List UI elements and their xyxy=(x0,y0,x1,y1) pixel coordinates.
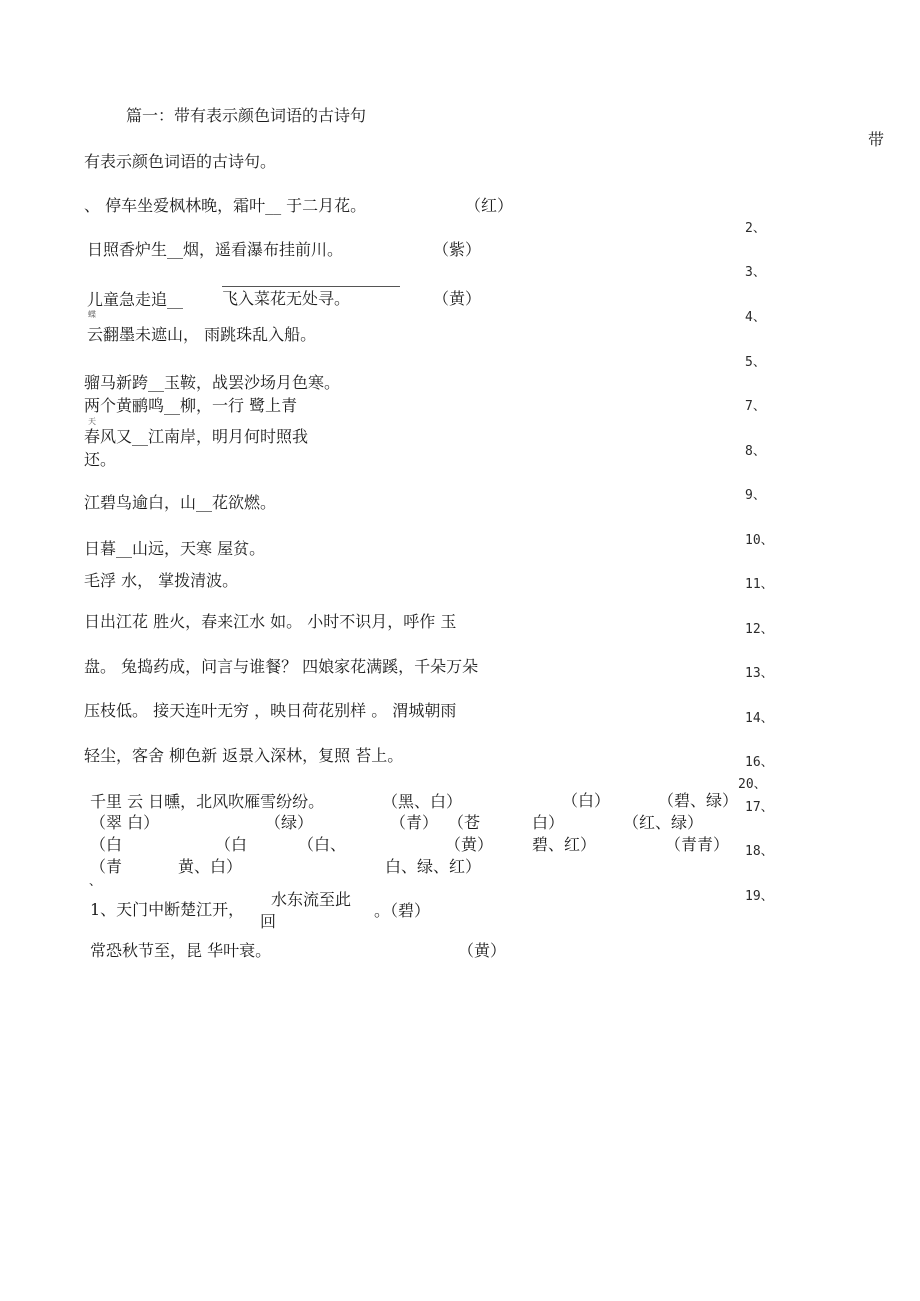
number-label: 14、 xyxy=(745,711,774,726)
poem-line: 盘。 兔捣药成，问言与谁餐？ 四娘家花满蹊，千朵万朵 xyxy=(84,657,479,676)
small-note: 天 xyxy=(88,417,96,426)
poem-line: 、 停车坐爱枫林晚，霜叶__ 于二月花。 xyxy=(84,196,367,215)
answer-label: （白、 xyxy=(298,835,347,854)
poem-line: 江碧鸟逾白，山__花欲燃。 xyxy=(84,493,277,512)
answer-label: 白、绿、红） xyxy=(385,857,482,876)
number-label: 7、 xyxy=(745,399,766,414)
answer-label: （红、绿） xyxy=(623,813,704,832)
answer-label: 黄、白） xyxy=(178,857,243,876)
poem-line: 春风又__江南岸，明月何时照我 xyxy=(84,427,309,446)
number-label: 16、 xyxy=(745,755,774,770)
poem-line: 日照香炉生__烟，遥看瀑布挂前川。 xyxy=(87,240,344,259)
answer-label: （绿） xyxy=(265,813,314,832)
answer-label: （碧、绿） xyxy=(658,791,739,810)
poem-line: 常恐秋节至，昆 华叶衰。 xyxy=(90,941,272,960)
number-label: 9、 xyxy=(745,488,766,503)
answer-label: 白） xyxy=(532,813,565,832)
answer-label: （黄） xyxy=(458,941,507,960)
number-label: 17、 xyxy=(745,800,774,815)
poem-line: 1、天门中断楚江开， xyxy=(90,900,245,919)
poem-line: 儿童急走追__ xyxy=(87,290,184,309)
number-label: 12、 xyxy=(745,622,774,637)
answer-label: （黄） xyxy=(445,835,494,854)
answer-label: （青 xyxy=(90,857,123,876)
number-label: 3、 xyxy=(745,265,766,280)
answer-label: （黑、白） xyxy=(382,792,463,811)
small-note: 蝶 xyxy=(88,310,96,319)
answer-label: （白 xyxy=(90,835,123,854)
number-label: 18、 xyxy=(745,844,774,859)
answer-label: （红） xyxy=(465,196,514,215)
poem-line: 千里 云 日曛，北风吹雁雪纷纷。 xyxy=(90,792,325,811)
number-label: 19、 xyxy=(745,889,774,904)
answer-label: （翠 白） xyxy=(90,813,160,832)
side-character: 带 xyxy=(868,130,885,149)
answer-label: （苍 xyxy=(448,813,481,832)
number-label: 13、 xyxy=(745,666,774,681)
number-label: 8、 xyxy=(745,444,766,459)
poem-line: 回 xyxy=(260,912,277,931)
number-label: 10、 xyxy=(745,533,774,548)
subtitle: 有表示颜色词语的古诗句。 xyxy=(84,152,277,171)
answer-label: （青） xyxy=(390,813,439,832)
answer-label: 。（碧） xyxy=(374,901,431,920)
number-label: 2、 xyxy=(745,221,766,236)
divider-rule xyxy=(222,286,400,287)
number-label: 4、 xyxy=(745,310,766,325)
poem-line: 毛浮 水， 掌拨清波。 xyxy=(84,571,239,590)
poem-line: 骝马新跨__玉鞍，战罢沙场月色寒。 xyxy=(84,373,341,392)
answer-label: 、 xyxy=(89,874,102,888)
poem-line: 日出江花 胜火，春来江水 如。 小时不识月，呼作 玉 xyxy=(84,612,457,631)
number-label: 5、 xyxy=(745,355,766,370)
poem-line: 压枝低。 接天连叶无穷 ，映日荷花别样 。 渭城朝雨 xyxy=(84,701,457,720)
poem-line: 水东流至此 xyxy=(271,890,352,909)
answer-label: （白 xyxy=(215,835,248,854)
poem-line: 轻尘，客舍 柳色新 返景入深林，复照 苔上。 xyxy=(84,746,404,765)
page-title: 篇一：带有表示颜色词语的古诗句 xyxy=(126,106,367,125)
poem-line: 两个黄鹂鸣__柳，一行 鹭上青 xyxy=(84,396,298,415)
poem-line: 云翻墨未遮山， 雨跳珠乱入船。 xyxy=(87,325,317,344)
poem-line: 日暮__山远，天寒 屋贫。 xyxy=(84,539,266,558)
poem-line: 飞入菜花无处寻。 xyxy=(222,289,351,308)
answer-label: （青青） xyxy=(665,835,730,854)
answer-label: （紫） xyxy=(433,240,482,259)
answer-label: （黄） xyxy=(433,289,482,308)
number-label: 20、 xyxy=(738,777,767,792)
number-label: 11、 xyxy=(745,577,774,592)
answer-label: （白） xyxy=(562,791,611,810)
answer-label: 碧、红） xyxy=(532,835,597,854)
poem-line: 还。 xyxy=(84,450,117,469)
